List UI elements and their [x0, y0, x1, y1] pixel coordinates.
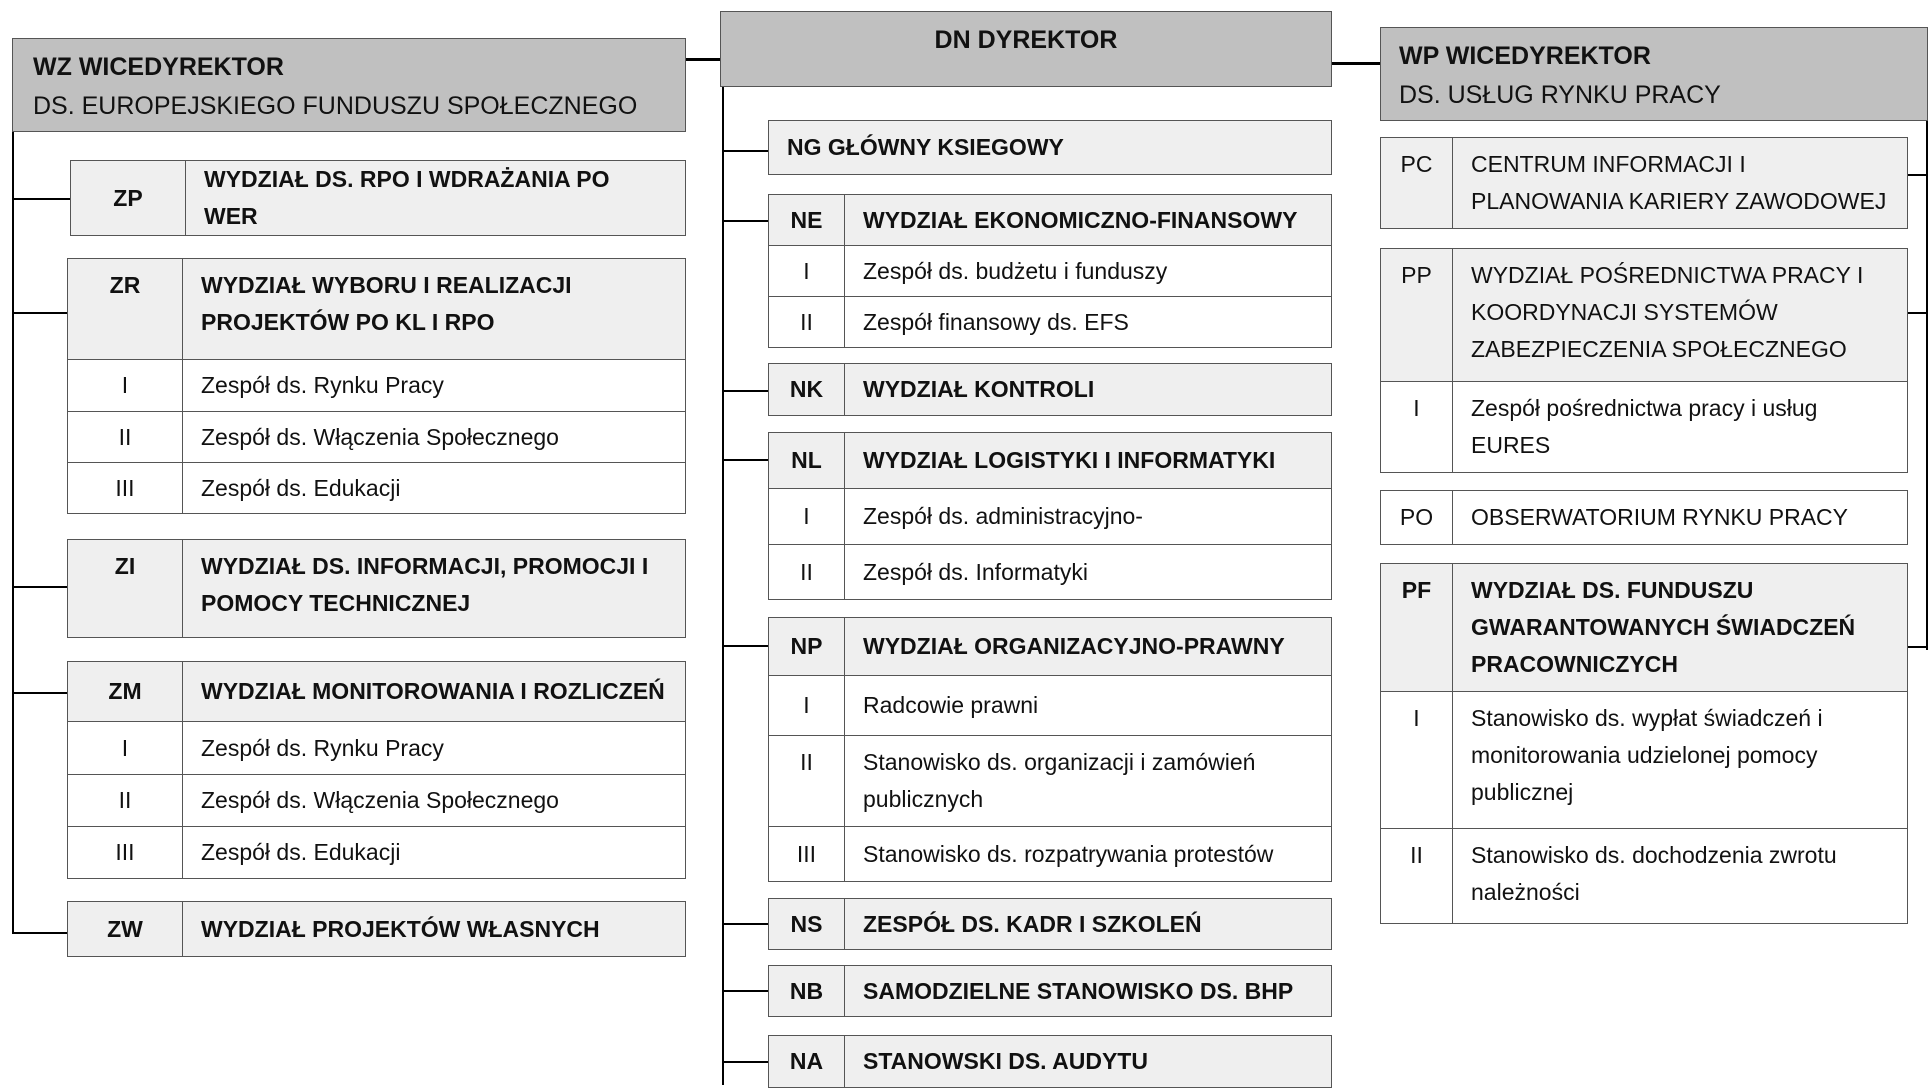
na-connector: [722, 1061, 768, 1063]
unit-name: WYDZIAŁ WYBORU I REALIZACJI PROJEKTÓW PO KL I RPO: [183, 259, 686, 360]
dn-title: DN DYREKTOR: [934, 26, 1118, 54]
unit-code: ZM: [68, 662, 183, 722]
ne-connector: [722, 220, 768, 222]
team-name: Stanowisko ds. dochodzenia zwrotu należności: [1453, 829, 1908, 924]
unit-code: PO: [1381, 491, 1453, 545]
team-name: Zespół ds. Informatyki: [845, 545, 1332, 600]
wp-header-box: [1380, 27, 1928, 121]
nb-connector: [722, 990, 768, 992]
team-code: II: [769, 297, 845, 348]
team-name: Zespół ds. Rynku Pracy: [183, 360, 686, 412]
dn-header-box: [720, 11, 1332, 87]
unit-code: NA: [769, 1036, 845, 1088]
team-name: Radcowie prawni: [845, 676, 1332, 736]
unit-po: [1380, 490, 1908, 545]
nl-connector: [722, 459, 768, 461]
unit-name: WYDZIAŁ DS. INFORMACJI, PROMOCJI I POMOCY TECHNICZNEJ: [183, 540, 686, 638]
unit-name: SAMODZIELNE STANOWISKO DS. BHP: [845, 966, 1332, 1017]
team-name: Zespół ds. budżetu i funduszy: [845, 246, 1332, 297]
unit-code: NP: [769, 618, 845, 676]
pf-connector: [1908, 646, 1928, 648]
unit-np: [768, 617, 1332, 882]
unit-pc: [1380, 137, 1908, 229]
team-code: III: [68, 463, 183, 514]
unit-name: WYDZIAŁ KONTROLI: [845, 364, 1332, 416]
unit-zw: [67, 901, 686, 957]
unit-code: ZW: [68, 902, 183, 957]
nk-connector: [722, 390, 768, 392]
unit-code: NL: [769, 433, 845, 489]
unit-name: WYDZIAŁ ORGANIZACYJNO-PRAWNY: [845, 618, 1332, 676]
ns-connector: [722, 923, 768, 925]
unit-zm: [67, 661, 686, 879]
wp-subtitle: DS. USŁUG RYNKU PRACY: [1399, 81, 1721, 109]
unit-name: WYDZIAŁ EKONOMICZNO-FINANSOWY: [845, 195, 1332, 246]
team-name: Stanowisko ds. wypłat świadczeń i monitorowania udzielonej pomocy publicznej: [1453, 692, 1908, 829]
pc-connector: [1908, 174, 1928, 176]
unit-ne: [768, 194, 1332, 348]
team-code: I: [68, 722, 183, 775]
unit-code: ZP: [71, 161, 186, 236]
zi-connector: [12, 586, 68, 588]
unit-name: ZESPÓŁ DS. KADR I SZKOLEŃ: [845, 899, 1332, 950]
wz-subtitle: DS. EUROPEJSKIEGO FUNDUSZU SPOŁECZNEGO: [33, 92, 638, 120]
unit-code: NK: [769, 364, 845, 416]
team-name: Zespół pośrednictwa pracy i usług EURES: [1453, 382, 1908, 473]
unit-pf: [1380, 563, 1908, 924]
team-name: Zespół ds. Włączenia Społecznego: [183, 412, 686, 463]
team-code: I: [769, 489, 845, 545]
team-code: I: [769, 676, 845, 736]
team-code: I: [68, 360, 183, 412]
unit-nl: [768, 432, 1332, 600]
unit-name: WYDZIAŁ LOGISTYKI I INFORMATYKI: [845, 433, 1332, 489]
team-name: Zespół ds. Edukacji: [183, 827, 686, 879]
team-name: Zespół ds. Włączenia Społecznego: [183, 775, 686, 827]
zp-connector: [12, 198, 70, 200]
unit-code: NE: [769, 195, 845, 246]
unit-code: PP: [1381, 249, 1453, 382]
wz-spine-line: [12, 130, 14, 933]
zm-connector: [12, 692, 68, 694]
team-name: Stanowisko ds. rozpatrywania protestów: [845, 827, 1332, 882]
unit-name: CENTRUM INFORMACJI I PLANOWANIA KARIERY ZAWODOWEJ: [1453, 138, 1908, 229]
team-name: Zespół ds. Rynku Pracy: [183, 722, 686, 775]
unit-code: PF: [1381, 564, 1453, 692]
unit-nb: [768, 965, 1332, 1017]
team-code: II: [769, 736, 845, 827]
team-name: Zespół ds. administracyjno-: [845, 489, 1332, 545]
unit-name: WYDZIAŁ PROJEKTÓW WŁASNYCH: [183, 902, 686, 957]
unit-zr: [67, 258, 686, 514]
unit-name: WYDZIAŁ POŚREDNICTWA PRACY I KOORDYNACJI SYSTEMÓW ZABEZPIECZENIA SPOŁECZNEGO: [1453, 249, 1908, 382]
wz-header-box: [12, 38, 686, 132]
zr-connector: [12, 312, 68, 314]
unit-ng: [768, 120, 1332, 175]
team-code: I: [1381, 692, 1453, 829]
team-code: II: [1381, 829, 1453, 924]
unit-name: STANOWSKI DS. AUDYTU: [845, 1036, 1332, 1088]
wz-title: WZ WICEDYREKTOR: [33, 53, 284, 81]
unit-pp: [1380, 248, 1908, 473]
unit-code: ZR: [68, 259, 183, 360]
unit-zi: [67, 539, 686, 638]
dn-spine-line: [722, 86, 724, 1085]
unit-name: NG GŁÓWNY KSIEGOWY: [769, 121, 1332, 175]
dn-to-wp-line: [1332, 62, 1382, 65]
wp-title: WP WICEDYREKTOR: [1399, 42, 1651, 70]
unit-code: NS: [769, 899, 845, 950]
unit-code: NB: [769, 966, 845, 1017]
team-code: I: [1381, 382, 1453, 473]
team-code: I: [769, 246, 845, 297]
unit-name: WYDZIAŁ DS. RPO I WDRAŻANIA PO WER: [186, 161, 686, 236]
team-code: III: [68, 827, 183, 879]
team-code: II: [68, 775, 183, 827]
wz-to-dn-line: [686, 58, 722, 61]
team-name: Stanowisko ds. organizacji i zamówień publicznych: [845, 736, 1332, 827]
unit-name: WYDZIAŁ DS. FUNDUSZU GWARANTOWANYCH ŚWIADCZEŃ PRACOWNICZYCH: [1453, 564, 1908, 692]
zw-connector: [12, 932, 68, 934]
unit-code: PC: [1381, 138, 1453, 229]
team-code: II: [769, 545, 845, 600]
unit-name: WYDZIAŁ MONITOROWANIA I ROZLICZEŃ: [183, 662, 686, 722]
team-name: Zespół finansowy ds. EFS: [845, 297, 1332, 348]
unit-code: ZI: [68, 540, 183, 638]
unit-name: OBSERWATORIUM RYNKU PRACY: [1453, 491, 1908, 545]
unit-na: [768, 1035, 1332, 1088]
pp-connector: [1908, 312, 1928, 314]
unit-nk: [768, 363, 1332, 416]
ng-connector: [722, 150, 768, 152]
np-connector: [722, 645, 768, 647]
team-code: III: [769, 827, 845, 882]
unit-zp: [70, 160, 686, 236]
unit-ns: [768, 898, 1332, 950]
team-name: Zespół ds. Edukacji: [183, 463, 686, 514]
team-code: II: [68, 412, 183, 463]
